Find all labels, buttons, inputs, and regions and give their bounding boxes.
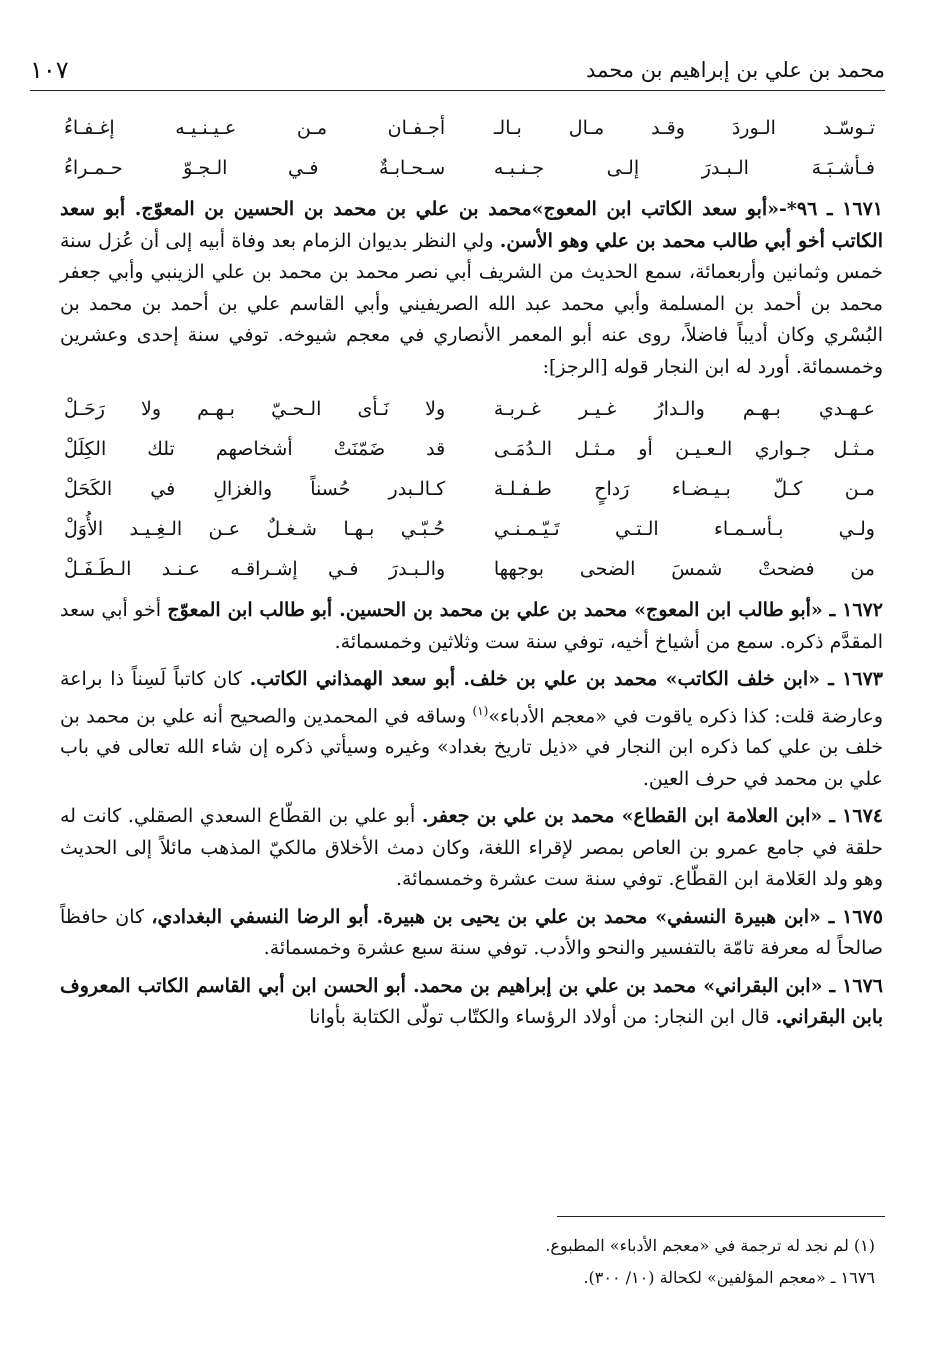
verse-second-hemistich: ولا نَـأى الـحـيّ بـهـم ولا رَحَـلْ — [64, 398, 446, 420]
entry-heading: ١٦٧٤ ـ «ابن العلامة ابن القطاع» محمد بن علي بن جعفر. — [421, 805, 883, 828]
entry-1674 — [60, 801, 883, 896]
verses-1671 — [60, 389, 883, 589]
entry-heading: ١٦٧٢ ـ «أبو طالب ابن المعوج» محمد بن علي بن محمد بن الحسين. أبو طالب ابن المعوّج — [167, 599, 883, 621]
verse-first-hemistich: مـثـل جـواري الـعـيـن أو مـثـل الـدُمَـى — [493, 438, 875, 460]
verse-second-hemistich: قد ضَمّنَتْ أشخاصهم تلك الكِلَلْ — [64, 438, 446, 460]
footnote-ref[interactable]: (١) — [472, 703, 489, 718]
entry-1673 — [60, 664, 883, 795]
verse-line — [60, 389, 883, 429]
entry-heading: ١٦٧٣ ـ «ابن خلف الكاتب» محمد بن علي بن خلف. أبو سعد الهمذاني الكاتب. — [249, 668, 883, 690]
entry-text: كان حافظاً صالحاً له معرفة تامّة بالتفسير والنحو والأدب. توفي سنة سبع عشرة وخمسمائة. — [60, 905, 883, 960]
verse-first-hemistich: فـأشـبَـهَ الـبـدرَ إلـى جـنـبـه — [493, 157, 875, 179]
verse-second-hemistich: حُـبّـي بـهـا شـغـلٌ عـن الـغِـيـد الأُوَلْ — [64, 518, 446, 540]
entry-1671 — [60, 194, 883, 383]
entry-text: أخو أبي سعد المقدَّم ذكره. سمع من أشياخ أخيه، توفي سنة ست وثلاثين وخمسمائة. — [60, 599, 883, 653]
verse-second-hemistich: أجـفـان مـن عـيـنـيـه إغـفـاءُ — [64, 117, 446, 139]
page-number: ١٠٧ — [30, 56, 69, 84]
footnote-1: (١) لم نجد له ترجمة في «معجم الأدباء» المطبوع. — [545, 1236, 875, 1255]
footnotes — [60, 1230, 875, 1294]
entry-1675 — [60, 902, 883, 965]
verse-second-hemistich: سـحـابـةٌ فـي الـجـوّ حـمـراءُ — [64, 157, 446, 179]
verse-line — [60, 108, 883, 148]
verse-line — [60, 509, 883, 549]
header-title: محمد بن علي بن إبراهيم بن محمد — [586, 58, 885, 82]
verse-line — [60, 549, 883, 589]
verse-line — [60, 148, 883, 188]
verse-first-hemistich: عـهـدي بـهـم والـدارُ غـيـر غـربـة — [493, 398, 875, 420]
entry-1672 — [60, 595, 883, 658]
verse-line — [60, 469, 883, 509]
verse-first-hemistich: تـوسّـد الـوردَ وقـد مـال بـالـ — [493, 117, 875, 139]
verse-line — [60, 429, 883, 469]
footnote-source: ١٦٧٦ ـ «معجم المؤلفين» لكحالة (١٠/ ٣٠٠). — [583, 1268, 875, 1287]
verse-first-hemistich: من فضحتْ شمسَ الضحى بوجهها — [493, 558, 875, 580]
verse-first-hemistich: ولـي بـأسـمـاء الـتـي تَـيّـمـنـي — [493, 518, 875, 540]
entry-text-continued: وساقه في المحمدين والصحيح أنه علي بن محمد بن خلف بن علي كما ذكره ابن النجار في «ذيل تاريخ بغداد» وغيره وسيأتي ذكره إن شاء الله تعالى في باب علي بن محمد في حرف العين. — [60, 704, 883, 790]
verse-second-hemistich: والـبـدرَ فـي إشـراقـه عـنـد الـطَـفَـلْ — [64, 558, 446, 580]
footnote-divider — [557, 1216, 885, 1217]
entry-1676 — [60, 971, 883, 1034]
page-body — [60, 106, 883, 1040]
entry-heading: ١٦٧٦ ـ «ابن البقراني» محمد بن علي بن إبراهيم بن محمد. أبو الحسن ابن أبي القاسم الكاتب المعروف بابن البقراني. — [60, 974, 883, 1029]
verses-top — [60, 108, 883, 188]
running-header — [30, 46, 885, 91]
entry-heading: ١٦٧١ ـ ٩٦*-«أبو سعد الكاتب ابن المعوج»محمد بن علي بن محمد بن الحسين بن المعوّج. أبو سعد الكاتب أخو أبي طالب محمد بن علي وهو الأسن. — [60, 198, 883, 252]
entry-text: أبو علي بن القطّاع السعدي الصقلي. كانت له حلقة في جامع عمرو بن العاص بمصر لإقراء اللغة، وكان دمث الأخلاق مالكيّ المذهب مائلاً إلى الحديث وهو ولد العَلامة ابن القطّاع. توفي سنة ست عشرة وخمسمائة. — [60, 805, 883, 891]
verse-first-hemistich: مـن كـلّ بـيـضـاء رَداحٍ طـفـلـة — [493, 478, 875, 500]
entry-text: قال ابن النجار: من أولاد الرؤساء والكتّاب تولّى الكتابة بأوانا — [309, 1006, 770, 1029]
verse-second-hemistich: كـالـبدر حُسناً والغزالِ في الكَحَلْ — [64, 478, 446, 500]
entry-heading: ١٦٧٥ ـ «ابن هبيرة النسفي» محمد بن علي بن يحيى بن هبيرة. أبو الرضا النسفي البغدادي، — [151, 905, 883, 928]
entry-text: ولي النظر بديوان الزمام بعد وفاة أبيه إلى أن عُزل سنة خمس وثمانين وأربعمائة، سمع الحديث من الشريف أبي نصر محمد بن محمد بن علي الزينبي وأبي جعفر محمد بن أحمد بن المسلمة وأبي محمد عبد الله الصريفيني وأبي القاسم علي بن أحمد بن محمد بن البُسْري وكان أديباً فاضلاً، روى عنه أبو المعمر الأنصاري في معجم شيوخه. توفي سنة إحدى وعشرين وخمسمائة. أورد له ابن النجار قوله [الرجز]: — [60, 229, 883, 378]
entry-text: كان كاتباً لَسِناً ذا براعة وعارضة قلت: كذا ذكره ياقوت في «معجم الأدباء» — [60, 668, 883, 727]
